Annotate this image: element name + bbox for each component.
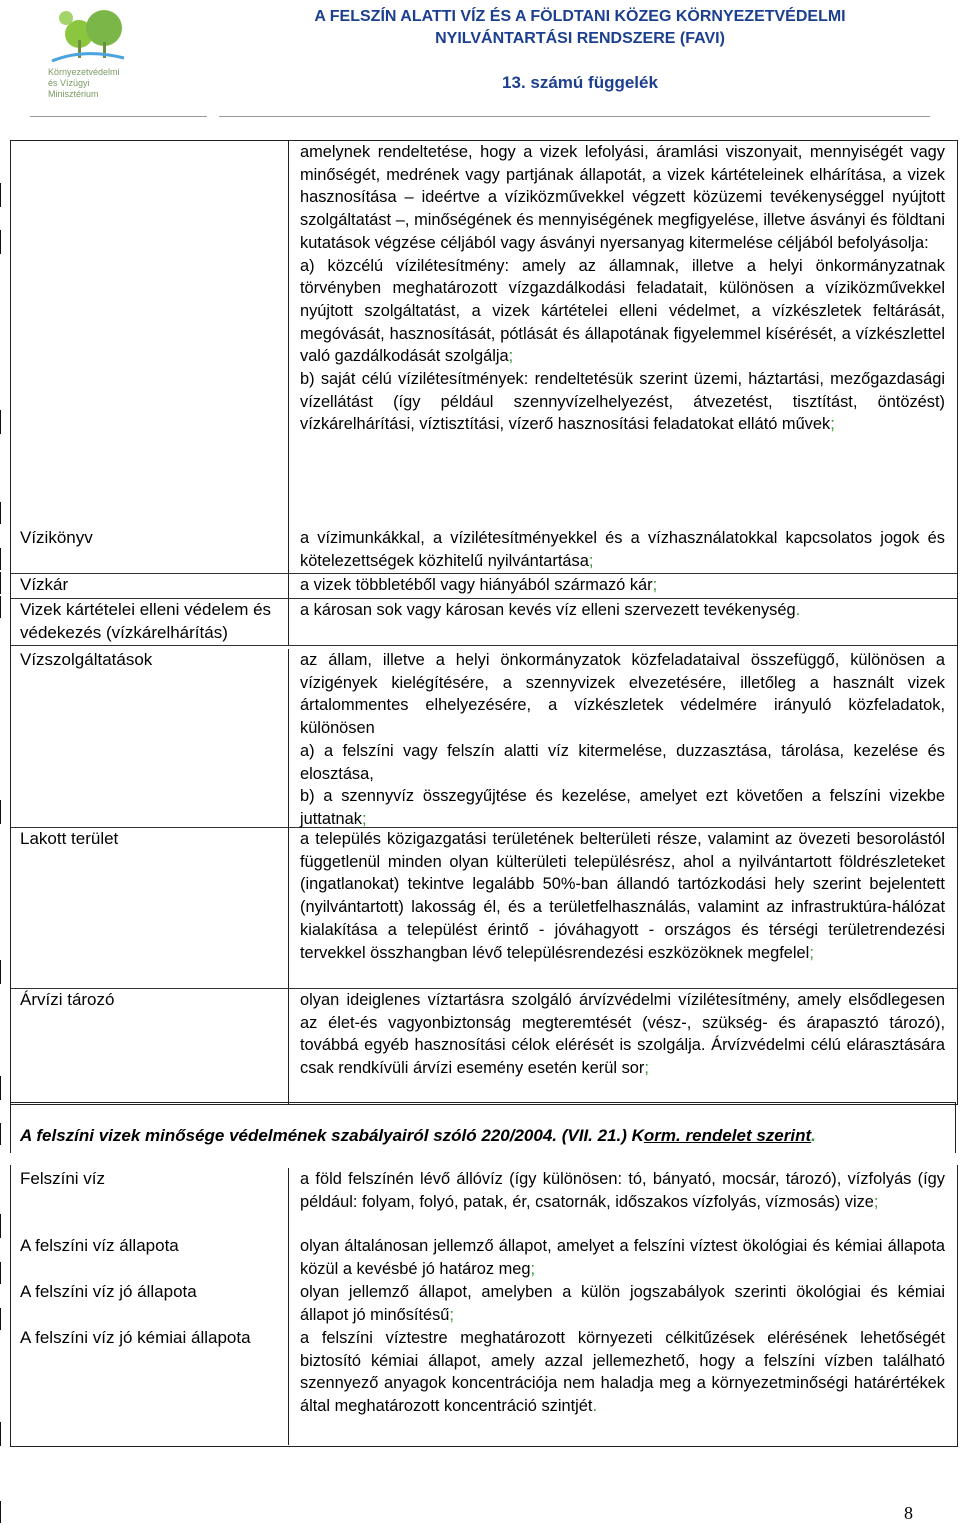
table-row [11, 1165, 957, 1235]
page-number: 8 [904, 1503, 913, 1523]
revision-mark: ; [830, 415, 835, 434]
definition-item-b [300, 785, 945, 830]
definition-text: olyan általánosan jellemző állapot, amelyet a felszíni víztest ökológiai és kémiai állapota közül a kevésbé jó határoz meg [300, 1237, 945, 1278]
term-cell: Vízikönyv [11, 527, 289, 573]
revision-bar [0, 410, 1, 434]
revision-mark: ; [873, 1192, 879, 1211]
definition-cell [289, 141, 957, 527]
definition-text: a felszíni víztestre meghatározott környezeti célkitűzések elérésének lehetőségét biztosító kémiai állapot, amely azzal jellemezhető, hogy a felszíni vízben található szennyező anyagok koncentrációja nem haladja meg a környezetminőségi határértékek által meghatározott koncentráció szintjét [300, 1329, 945, 1416]
appendix-label: 13. számú függelék [502, 73, 658, 92]
definitions-table-1 [10, 140, 958, 1105]
table-row [11, 598, 957, 645]
revision-bar [0, 548, 1, 570]
header-rule [30, 116, 930, 117]
revision-bar [0, 502, 1, 524]
definition-cell [289, 527, 957, 573]
revision-bar [0, 1214, 1, 1238]
definition-text: olyan jellemző állapot, amelyben a külön jogszabályok szerinti ökológiai és kémiai állapot jó minősítésű [300, 1283, 945, 1324]
definition-cell [289, 574, 957, 598]
term-cell: A felszíni víz állapota [11, 1235, 289, 1281]
statute-text-2: orm. r [643, 1126, 693, 1145]
table-row [11, 141, 957, 527]
revision-bar [0, 1501, 1, 1523]
revision-mark: ; [588, 551, 594, 570]
definition-cell [289, 1235, 957, 1281]
definition-text: az állam, illetve a helyi önkormányzatok közfeladataival összefüggő, különösen a vízigények kielégítésére, a szennyvizek elvezetésére, illetőleg a használt vizek ártalommentes elhelyezésére, a vízkészletek védelmére irányuló közfeladatok, különösen [300, 651, 945, 738]
definition-text: a vízimunkákkal, a vízilétesítményekkel és a vízhasználatokkal kapcsolatos jogok és kötelezettségek közhitelű nyilvántartása [300, 529, 945, 570]
table-row [11, 573, 957, 598]
term-cell: A felszíni víz jó kémiai állapota [11, 1327, 289, 1445]
logo-text [48, 67, 120, 100]
term-cell: Felszíni víz [11, 1168, 289, 1235]
definition-cell [289, 828, 957, 988]
definition-cell [289, 649, 957, 827]
revision-bar [0, 1422, 1, 1446]
definition-cell [289, 599, 957, 645]
revision-mark: ; [809, 943, 814, 962]
revision-mark: ; [530, 1259, 536, 1278]
definition-cell [289, 989, 957, 1105]
revision-mark: ; [449, 1305, 454, 1324]
revision-bar [0, 1308, 1, 1330]
term-cell: Árvízi tározó [11, 989, 289, 1105]
title-line-1: A FELSZÍN ALATTI VÍZ ÉS A FÖLDTANI KÖZEG KÖRNYEZETVÉDELMI [314, 8, 846, 25]
definition-text: olyan ideiglenes víztartásra szolgáló árvízvédelmi vízilétesítmény, amely elsődlegesen az élet-és vagyonbiztonság megteremtését (vész-, szükség- és árapasztó tározó), továbbá egyéb hasznosítási célok elérését is szolgálja. Árvízvédelmi célú elárasztására csak rendkívüli árvízi esemény esetén kerül sor [300, 991, 945, 1078]
logo-line-2: és Vízügyi [48, 78, 90, 88]
definition-text: a föld felszínén lévő állóvíz (így különösen: tó, bányató, mocsár, tározó), vízfolyás (így például: folyam, folyó, patak, ér, csatornák, időszakos vízfolyás, vízmosás) vize [300, 1170, 945, 1211]
definition-text: a település közigazgatási területének belterületi része, valamint az övezeti besorolástól függetlenül minden olyan külterületi településrész, ahol a nyilvántartott földrészleteket (ingatlanokat) tekintve legalább 50%-ban állandó tartózkodási hely szerint bejelentett (nyilvántartott) lakosság él, és a területfelhasználás, valamint az infrastruktúra-hálózat kialakítása a települést érintő - jóváhagyott - országos és térségi területrendezési tervekkel összhangban lévő településrendezési eszközöknek megfelel [300, 830, 945, 962]
document-title [230, 6, 930, 50]
statute-text-3: endelet szerint [692, 1126, 812, 1145]
revision-bar [0, 572, 1, 594]
revision-bar [0, 596, 1, 618]
definition-cell [289, 1281, 957, 1327]
table-row [11, 988, 957, 1105]
term-cell: Vízszolgáltatások [11, 649, 289, 827]
definition-item-a: a) a felszíni vagy felszín alatti víz kitermelése, duzzasztása, tárolása, kezelése és elosztása, [300, 741, 945, 783]
title-line-2: NYILVÁNTARTÁSI RENDSZERE (FAVI) [435, 30, 725, 47]
table-row [11, 1235, 957, 1281]
definition-cell [289, 1327, 957, 1445]
definition-item-b [300, 368, 945, 436]
header-rule-gap [207, 116, 219, 117]
revision-bar [0, 1076, 1, 1100]
table-row [11, 645, 957, 827]
table-row [11, 1281, 957, 1327]
term-cell: A felszíni víz jó állapota [11, 1281, 289, 1327]
revision-mark: ; [644, 1059, 649, 1078]
definitions-table-2 [10, 1165, 958, 1447]
definition-text: amelynek rendeltetése, hogy a vizek lefolyási, áramlási viszonyait, mennyiségét vagy minőségét, medrének vagy partjának állapotát, a vizek kártételeinek elhárítása, a vizek hasznosítása – ideértve a víziközművekkel végzett közüzemi tevékenységgel nyújtott szolgáltatást –, minőségének és mennyiségének megfigyelése, illetve ásványi és földtani kutatások végzése céljából vagy ásványi nyersanyag kitermelése céljából befolyásolja: [300, 143, 945, 252]
definition-cell [289, 1168, 957, 1235]
logo-line-1: Környezetvédelmi [48, 67, 120, 77]
item-text: b) a szennyvíz összegyűjtése és kezelése, amelyet ezt követően a felszíni vizekbe juttatnak [300, 787, 945, 828]
revision-mark: . [795, 601, 801, 619]
term-cell: Lakott terület [11, 828, 289, 988]
table-row [11, 527, 957, 573]
term-cell [11, 141, 289, 527]
term-cell: Vizek kártételei elleni védelem és védekezés (vízkárelhárítás) [11, 599, 289, 645]
table-row [11, 827, 957, 988]
revision-mark: ; [361, 809, 367, 828]
definition-text: a vizek többletéből vagy hiányából származó kár [300, 576, 653, 594]
statute-heading [20, 1126, 816, 1146]
revision-bar [0, 1123, 1, 1145]
revision-bar [0, 183, 1, 207]
revision-bar [0, 800, 1, 824]
revision-bar [0, 1262, 1, 1284]
revision-mark: . [592, 1397, 598, 1416]
revision-bar [0, 230, 1, 254]
revision-mark: ; [652, 576, 658, 594]
revision-mark: ; [508, 347, 514, 366]
statute-text-1: A felszíni vizek minősége védelmének szabályairól szóló 220/2004. (VII. 21.) K [20, 1126, 644, 1145]
definition-text: a károsan sok vagy károsan kevés víz elleni szervezett tevékenység [300, 601, 796, 619]
term-cell: Vízkár [11, 574, 289, 598]
table-row [11, 1327, 957, 1445]
definition-item-a [300, 255, 945, 369]
revision-bar [0, 960, 1, 984]
revision-mark: . [811, 1126, 816, 1145]
item-text: b) saját célú vízilétesítmények: rendeltetésük szerint üzemi, háztartási, mezőgazdasági vízellátást (így például szennyvízelhelyezést, átvezetést, tisztítást, öntözést) vízkárelhárítási, víztisztítási, vízerő hasznosítási feladatokat ellátó művek [300, 370, 945, 434]
item-text: a) közcélú vízilétesítmény: amely az államnak, illetve a helyi önkormányzatnak törvényben meghatározott vízgazdálkodási feladatait, különösen a víziközművekkel nyújtott szolgáltatást, a vizek kártételei elleni védelmet, a vízkészletek feltárását, megóvását, hasznosítását, pótlását és állapotának figyelemmel kísérését, a vízkészlettel való gazdálkodását szolgálja [300, 256, 945, 366]
logo-line-3: Minisztérium [48, 89, 99, 99]
